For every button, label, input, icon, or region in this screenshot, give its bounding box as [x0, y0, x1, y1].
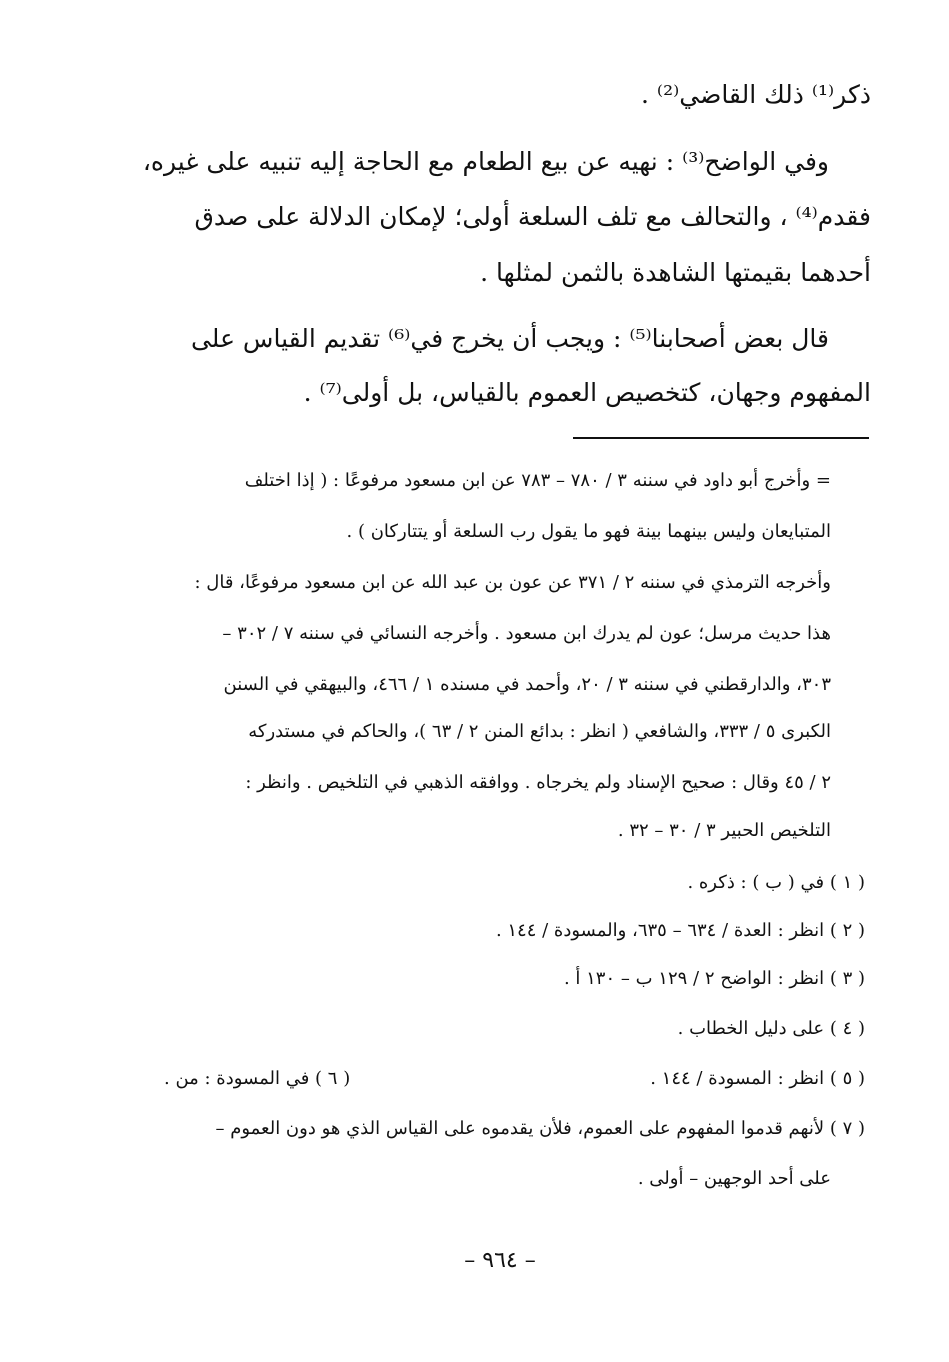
footnote-5: ( ٥ ) انظر : المسودة / ١٤٤ .: [650, 1068, 865, 1089]
footnote-continuation-line: التلخيص الحبير ٣ / ٣٠ – ٣٢ .: [617, 820, 831, 841]
footnote-continuation-line: وأخرجه الترمذي في سننه ٢ / ٣٧١ عن عون بن عبد الله عن ابن مسعود مرفوعًا، قال :: [194, 572, 831, 593]
main-text-line: وفي الواضح⁽³⁾ : نهيه عن بيع الطعام مع الحاجة إليه تنبيه على غيره،: [142, 147, 829, 176]
footnote-7: ( ٧ ) لأنهم قدموا المفهوم على العموم، فلأن يقدموه على القياس الذي هو دون العموم –: [215, 1118, 865, 1139]
footnote-separator: [573, 437, 869, 439]
footnote-4: ( ٤ ) على دليل الخطاب .: [677, 1018, 865, 1039]
footnote-continuation-line: ٢ / ٤٥ وقال : صحيح الإسناد ولم يخرجاه . ووافقه الذهبي في التلخيص . وانظر :: [245, 772, 831, 793]
main-text-line: ذكر⁽¹⁾ ذلك القاضي⁽²⁾ .: [641, 80, 871, 109]
main-text-line: المفهوم وجهان، كتخصيص العموم بالقياس، بل أولى⁽⁷⁾ .: [303, 378, 871, 407]
page-number: – ٩٦٤ –: [464, 1248, 536, 1273]
footnote-continuation-line: ٣٠٣، والدارقطني في سننه ٣ / ٢٠، وأحمد في مسنده ١ / ٤٦٦، والبيهقي في السنن: [223, 674, 831, 695]
footnote-continuation-line: هذا حديث مرسل؛ عون لم يدرك ابن مسعود . وأخرجه النسائي في سننه ٧ / ٣٠٢ –: [222, 623, 831, 644]
footnote-3: ( ٣ ) انظر : الواضح ٢ / ١٢٩ ب – ١٣٠ أ .: [563, 968, 865, 989]
footnote-7-continuation: على أحد الوجهين – أولى .: [637, 1168, 831, 1189]
footnote-2: ( ٢ ) انظر : العدة / ٦٣٤ – ٦٣٥، والمسودة / ١٤٤ .: [495, 920, 865, 941]
main-text-line: أحدهما بقيمتها الشاهدة بالثمن لمثلها .: [480, 258, 871, 287]
footnote-1: ( ١ ) في ( ب ) : ذكره .: [687, 872, 865, 893]
main-text-line: فقدم⁽⁴⁾ ، والتحالف مع تلف السلعة أولى؛ لإمكان الدلالة على صدق: [194, 202, 871, 231]
main-text-line: قال بعض أصحابنا⁽⁵⁾ : ويجب أن يخرج في⁽⁶⁾ تقديم القياس على: [190, 324, 829, 353]
footnote-continuation-line: = وأخرج أبو داود في سننه ٣ / ٧٨٠ – ٧٨٣ عن ابن مسعود مرفوعًا : ( إذا اختلف: [244, 470, 831, 491]
footnote-6: ( ٦ ) في المسودة : من .: [164, 1068, 351, 1089]
footnote-continuation-line: المتبايعان وليس بينهما بينة فهو ما يقول رب السلعة أو يتتاركان ) .: [346, 521, 831, 542]
footnote-continuation-line: الكبرى ٥ / ٣٣٣، والشافعي ( انظر : بدائع المنن ٢ / ٦٣ )، والحاكم في مستدركه: [248, 721, 831, 742]
